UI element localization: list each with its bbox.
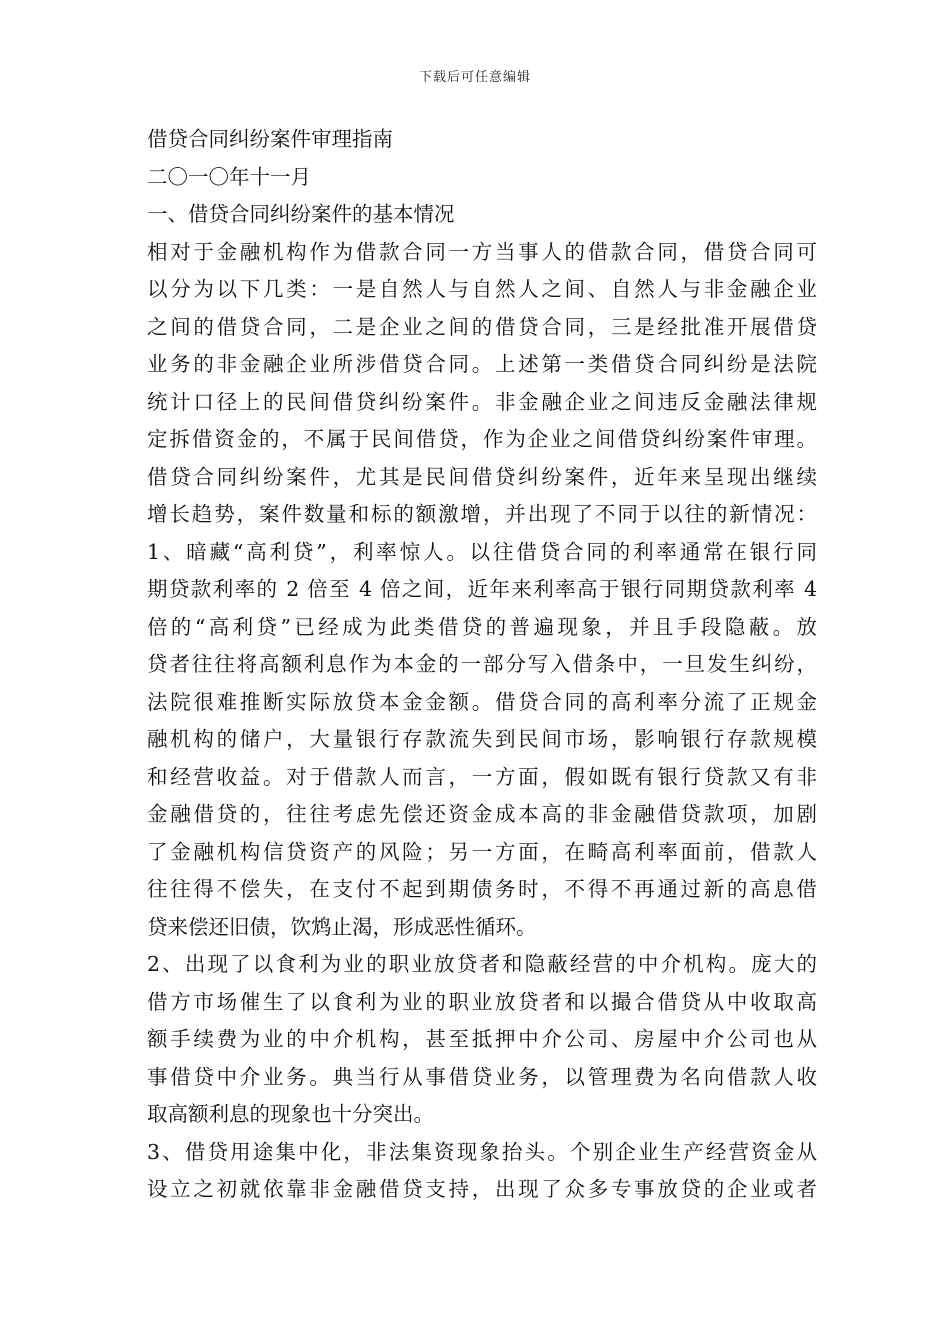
body-text [147, 234, 817, 1209]
body-line: 往往得不偿失，在支付不起到期债务时，不得不再通过新的高息借 [147, 877, 817, 901]
body-line: 统计口径上的民间借贷纠纷案件。非金融企业之间违反金融法律规 [147, 389, 817, 414]
body-line: 设立之初就依靠非金融借贷支持，出现了众多专事放贷的企业或者 [147, 1177, 817, 1201]
body-line: 增长趋势，案件数量和标的额激增，并出现了不同于以往的新情况： [147, 502, 817, 526]
document-title: 借贷合同纠纷案件审理指南 [147, 127, 393, 151]
body-line: 定拆借资金的，不属于民间借贷，作为企业之间借贷纠纷案件审理。 [147, 427, 817, 451]
body-line: 3、借贷用途集中化，非法集资现象抬头。个别企业生产经营资金从 [147, 1139, 817, 1164]
body-line: 业务的非金融企业所涉借贷合同。上述第一类借贷合同纠纷是法院 [147, 352, 817, 376]
body-line: 倍的“高利贷”已经成为此类借贷的普遍现象，并且手段隐蔽。放 [147, 614, 817, 639]
body-line: 额手续费为业的中介机构，甚至抵押中介公司、房屋中介公司也从 [147, 1027, 817, 1051]
body-line: 法院很难推断实际放贷本金金额。借贷合同的高利率分流了正规金 [147, 689, 817, 714]
page-header: 下载后可任意编辑 [418, 70, 531, 85]
body-line: 借贷合同纠纷案件，尤其是民间借贷纠纷案件，近年来呈现出继续 [147, 464, 817, 489]
section-heading: 一、借贷合同纠纷案件的基本情况 [147, 202, 455, 226]
body-line: 1、暗藏“高利贷”，利率惊人。以往借贷合同的利率通常在银行同 [147, 539, 817, 564]
body-line: 取高额利息的现象也十分突出。 [147, 1102, 434, 1126]
body-line: 金融借贷的，往往考虑先偿还资金成本高的非金融借贷款项，加剧 [147, 802, 817, 826]
body-line: 了金融机构信贷资产的风险；另一方面，在畸高利率面前，借款人 [147, 839, 817, 864]
body-line: 2、出现了以食利为业的职业放贷者和隐蔽经营的中介机构。庞大的 [147, 952, 817, 976]
body-line: 和经营收益。对于借款人而言，一方面，假如既有银行贷款又有非 [147, 764, 817, 789]
body-line: 贷来偿还旧债，饮鸩止渴，形成恶性循环。 [147, 914, 537, 939]
body-line: 借方市场催生了以食利为业的职业放贷者和以撮合借贷从中收取高 [147, 989, 817, 1014]
body-line: 融机构的储户，大量银行存款流失到民间市场，影响银行存款规模 [147, 727, 817, 751]
body-line: 事借贷中介业务。典当行从事借贷业务，以管理费为名向借款人收 [147, 1064, 817, 1089]
body-line: 以分为以下几类：一是自然人与自然人之间、自然人与非金融企业 [147, 277, 817, 301]
body-line: 之间的借贷合同，二是企业之间的借贷合同，三是经批准开展借贷 [147, 314, 817, 339]
body-line: 相对于金融机构作为借款合同一方当事人的借款合同，借贷合同可 [147, 239, 817, 264]
document-body [147, 121, 817, 1209]
document-date: 二〇一〇年十一月 [147, 164, 311, 189]
body-line: 贷者往往将高额利息作为本金的一部分写入借条中，一旦发生纠纷， [147, 652, 817, 676]
body-line: 期贷款利率的 2 倍至 4 倍之间，近年来利率高于银行同期贷款利率 4 [147, 577, 817, 601]
